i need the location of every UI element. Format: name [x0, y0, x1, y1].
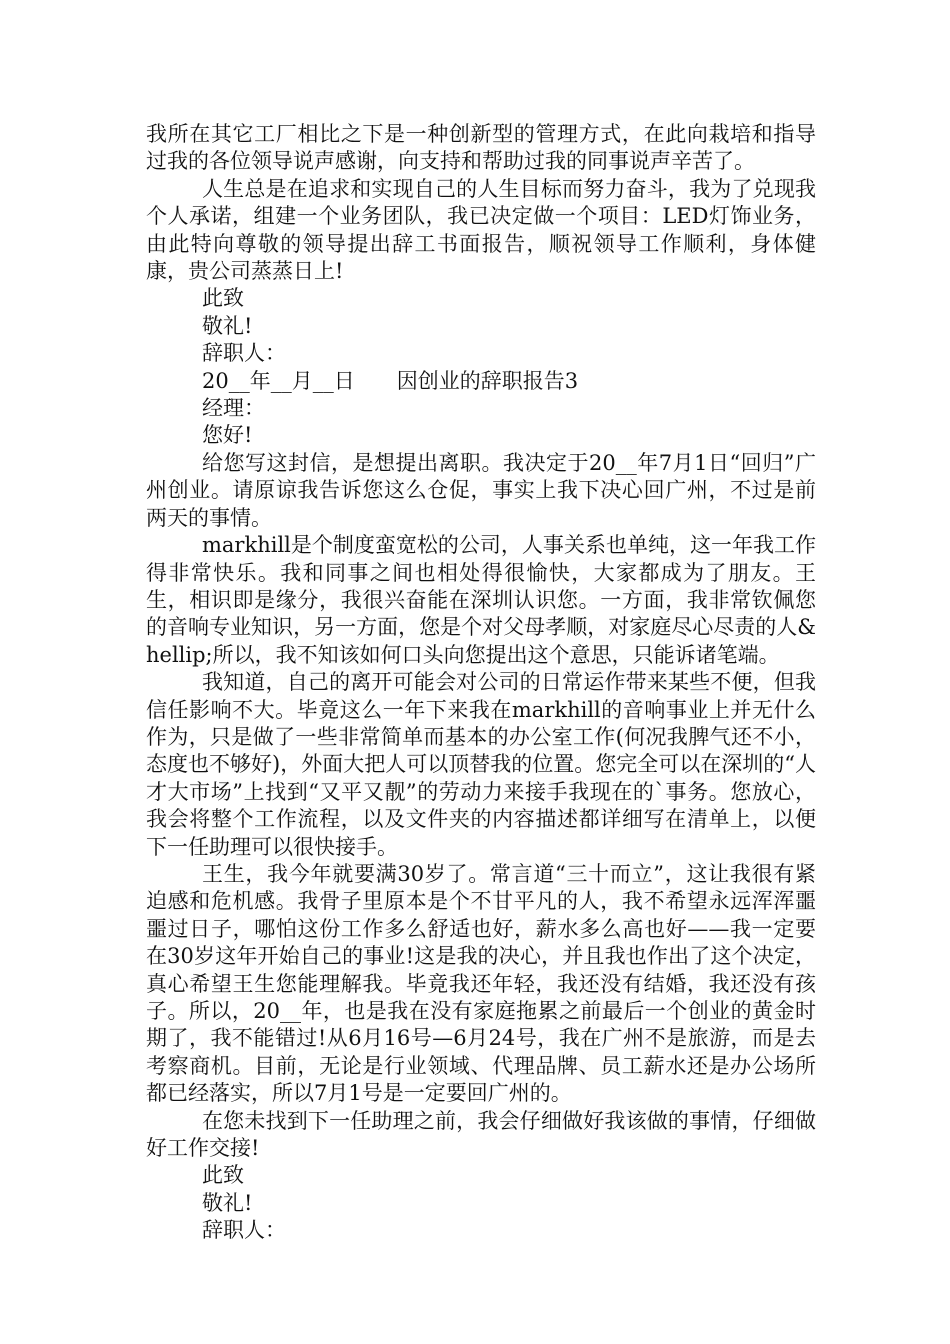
- signature-label-2: 辞职人：: [202, 1218, 286, 1243]
- paragraph-career-motivation: 王生，我今年就要满30岁了。常言道“三十而立”，这让我很有紧迫感和危机感。我骨子里原本是个不甘平凡的人，我不希望永远浑浑噩噩过日子，哪怕这份工作多么舒适也好，薪水多么高也好——我一定要在30岁这年开始自己的事业!这是我的决心，并且我也作出了这个决定，真心希望王生您能理解我。毕竟我还年轻，我还没有结婚，我还没有孩子。所以，20__年，也是我在没有家庭拖累之前最后一个创业的黄金时期了，我不能错过!从6月16号—6月24号，我在广州不是旅游，而是去考察商机。目前，无论是行业领域、代理品牌、员工薪水还是办公场所都已经落实，所以7月1号是一定要回广州的。: [146, 861, 816, 1106]
- paragraph-handover-impact: 我知道，自己的离开可能会对公司的日常运作带来某些不便，但我信任影响不大。毕竟这么一年下来我在markhill的音响事业上并无什么作为，只是做了一些非常简单而基本的办公室工作(何况我脾气还不小，态度也不够好)，外面大把人可以顶替我的位置。您完全可以在深圳的“人才大市场”上找到“又平又靓”的劳动力来接手我现在的`事务。您放心，我会将整个工作流程，以及文件夹的内容描述都详细写在清单上，以便下一任助理可以很快接手。: [146, 670, 816, 859]
- paragraph-personal-goal: 人生总是在追求和实现自己的人生目标而努力奋斗，我为了兑现我个人承诺，组建一个业务团队，我已决定做一个项目：LED灯饰业务，由此特向尊敬的领导提出辞工书面报告，顺祝领导工作顺利，身体健康，贵公司蒸蒸日上!: [146, 176, 816, 284]
- closing-salutation-2: 此致: [202, 1163, 244, 1188]
- hello-line: 您好!: [202, 423, 253, 448]
- closing-regards-2: 敬礼!: [202, 1190, 253, 1215]
- paragraph-company-praise: markhill是个制度蛮宽松的公司，人事关系也单纯，这一年我工作得非常快乐。我和同事之间也相处得很愉快，大家都成为了朋友。王生，相识即是缘分，我很兴奋能在深圳认识您。一方面，我非常钦佩您的音响专业知识，另一方面，您是个对父母孝顺，对家庭尽心尽责的人&hellip;所以，我不知该如何口头向您提出这个意思，只能诉诸笔端。: [146, 533, 816, 667]
- closing-salutation: 此致: [202, 286, 244, 311]
- signature-label: 辞职人：: [202, 341, 286, 366]
- paragraph-resignation-intent: 给您写这封信，是想提出离职。我决定于20__年7月1日“回归”广州创业。请原谅我告诉您这么仓促，事实上我下决心回广州，不过是前两天的事情。: [146, 450, 816, 530]
- paragraph-handover-commitment: 在您未找到下一任助理之前，我会仔细做好我该做的事情，仔细做好工作交接!: [146, 1108, 816, 1161]
- paragraph-opening-continuation: 我所在其它工厂相比之下是一种创新型的管理方式，在此向栽培和指导过我的各位领导说声感谢，向支持和帮助过我的同事说声辛苦了。: [146, 122, 816, 174]
- closing-regards: 敬礼!: [202, 313, 253, 338]
- document-body: [146, 121, 816, 1245]
- recipient-greeting: 经理：: [202, 396, 265, 421]
- date-and-next-title: 20__年__月__日 因创业的辞职报告3: [202, 368, 579, 393]
